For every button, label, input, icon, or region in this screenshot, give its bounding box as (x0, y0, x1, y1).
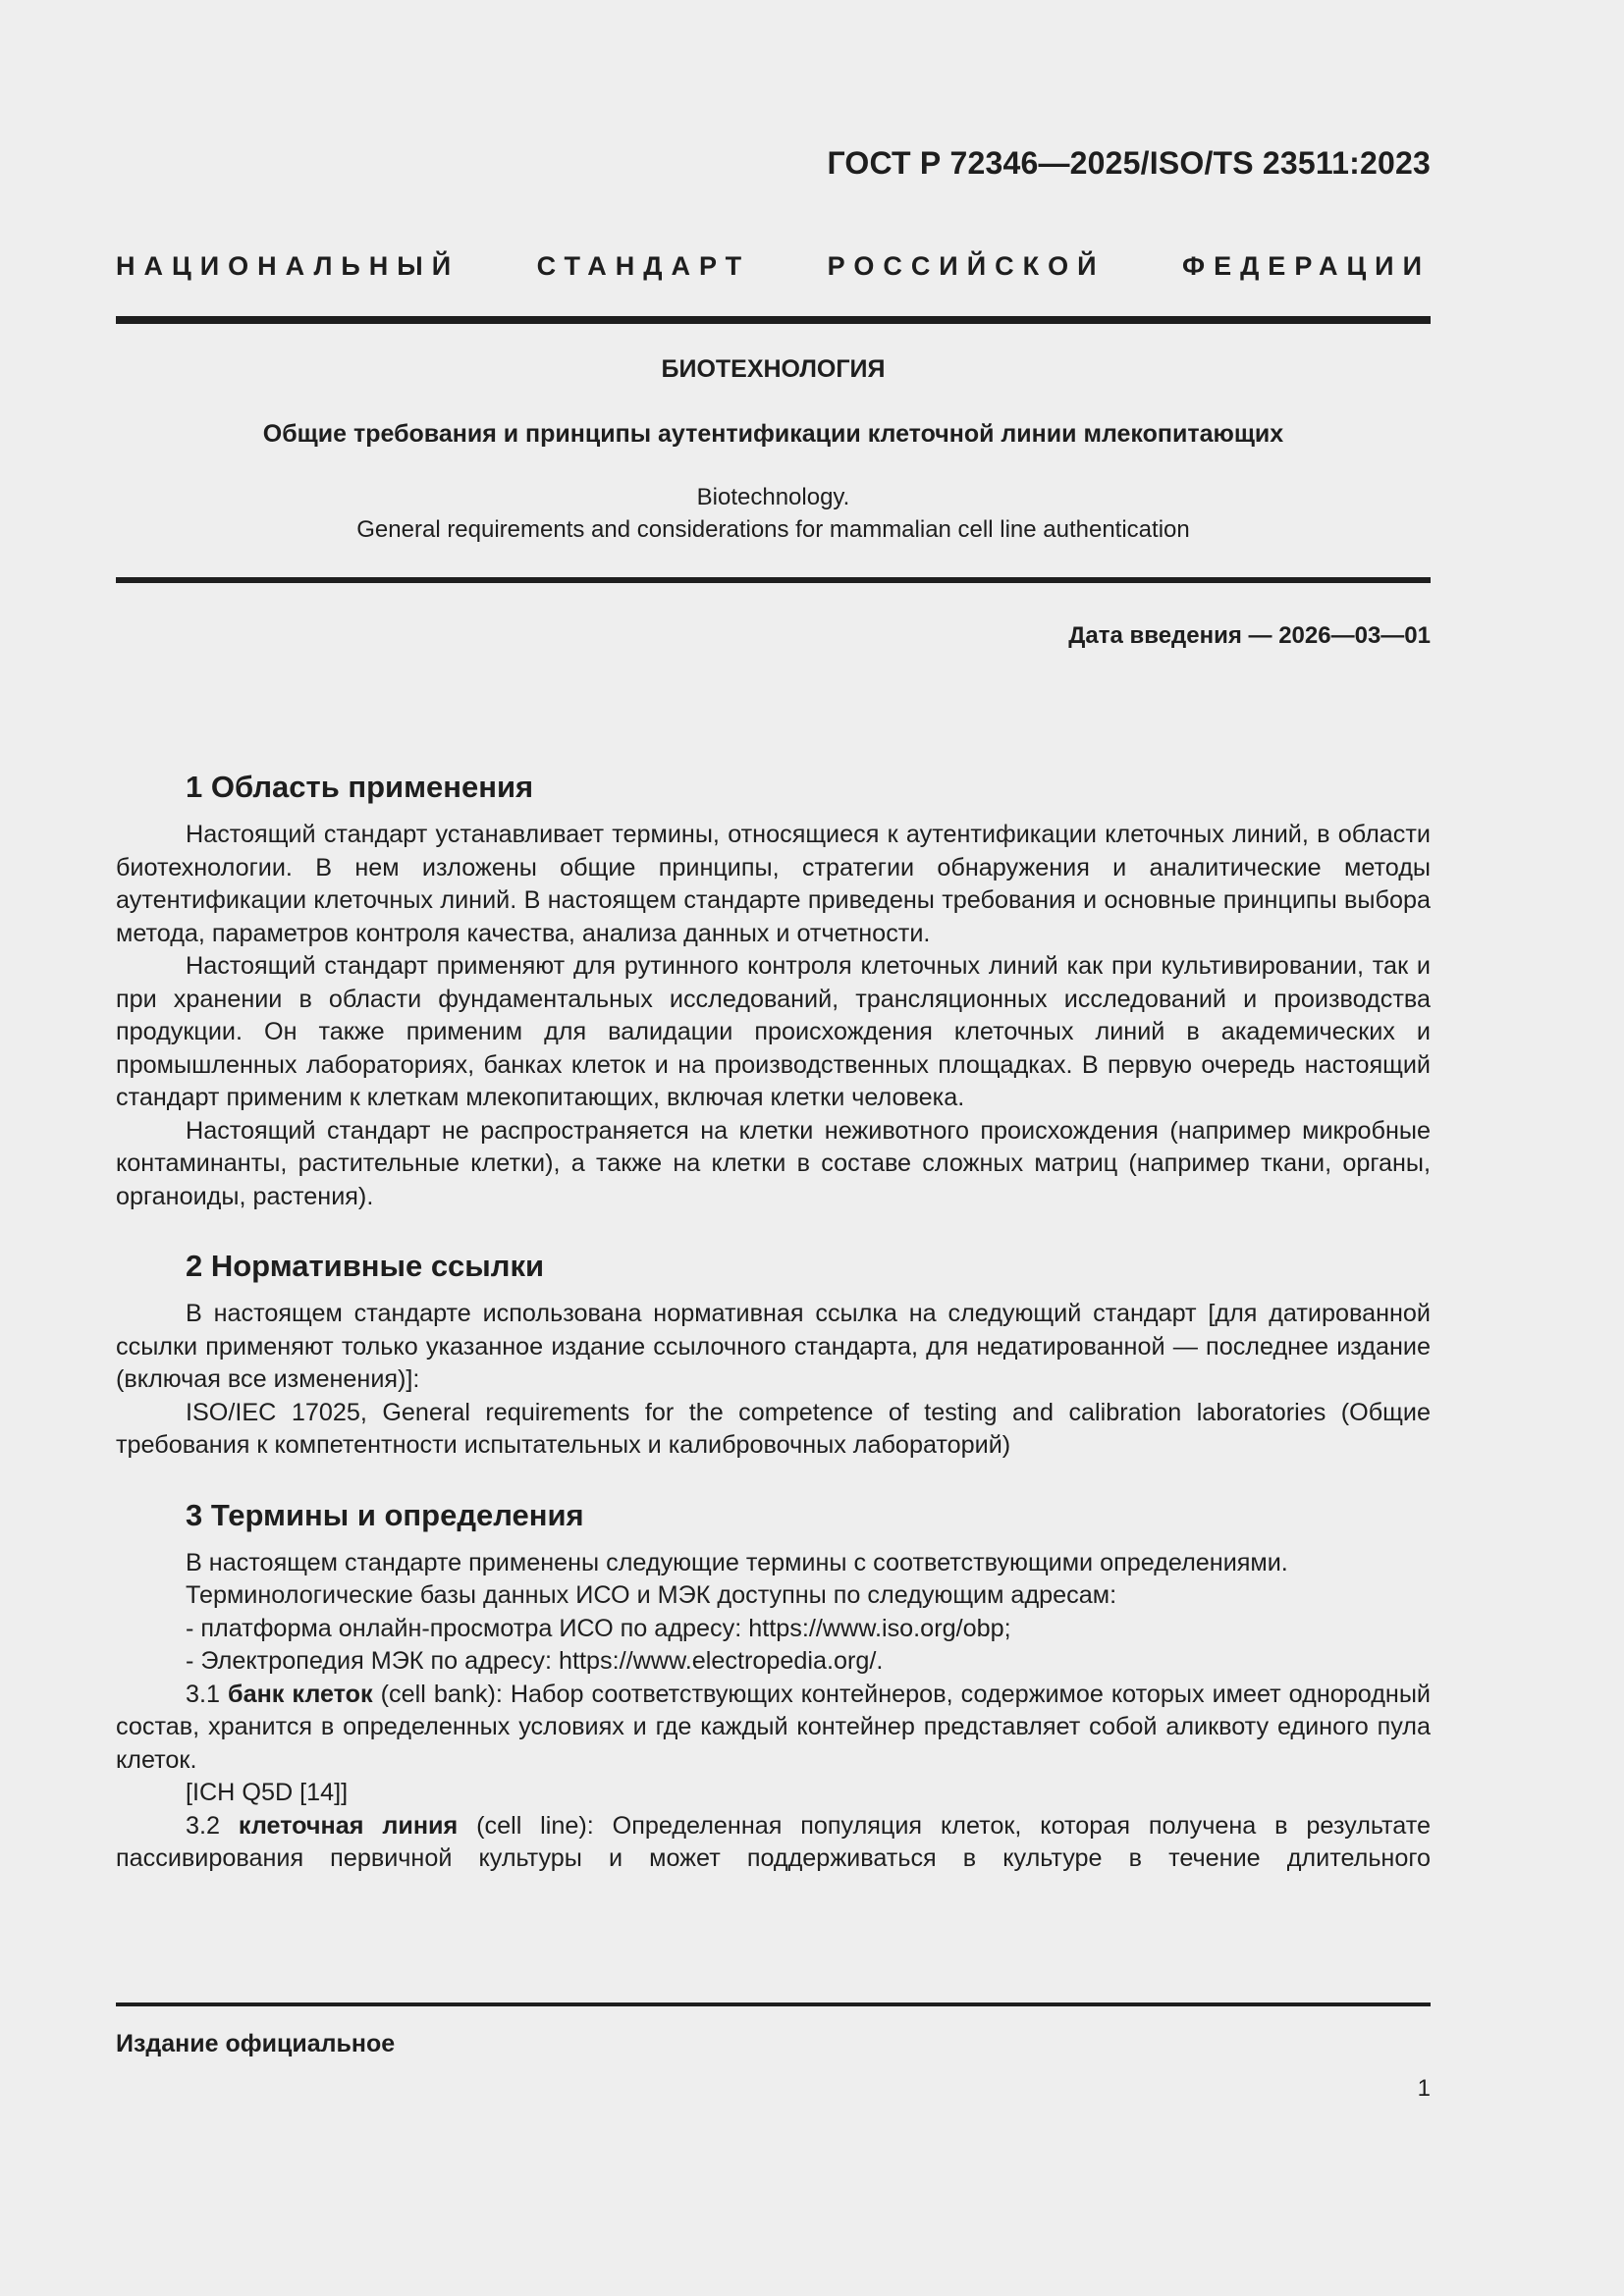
national-standard-banner: НАЦИОНАЛЬНЫЙ СТАНДАРТ РОССИЙСКОЙ ФЕДЕРАЦИИ (116, 251, 1431, 281)
term-definition (116, 1810, 1431, 1876)
term-name: клеточная линия (238, 1811, 459, 1840)
paragraph: В настоящем стандарте применены следующие термины с соответствующими определениями. (186, 1548, 1288, 1576)
paragraph: Настоящий стандарт не распространяется на клетки неживотного происхождения (например микробные контаминанты, растительные клетки), а также на клетки в составе сложных матриц (например ткани, органы, органоиды, растения). (116, 1116, 1431, 1210)
english-title (116, 481, 1431, 546)
term-number: 3.1 (186, 1680, 229, 1708)
term-definition (116, 1679, 1431, 1778)
top-divider (116, 316, 1431, 324)
section-heading-scope: 1 Область применения (186, 770, 534, 804)
english-title-line2: General requirements and considerations for mammalian cell line authentication (356, 516, 1190, 543)
english-title-line1: Biotechnology. (696, 484, 850, 510)
list-item: - платформа онлайн-просмотра ИСО по адресу: https://www.iso.org/obp; (186, 1614, 1011, 1642)
term-name: банк клеток (228, 1680, 373, 1708)
title-divider (116, 577, 1431, 583)
paragraph: В настоящем стандарте использована нормативная ссылка на следующий стандарт [для датированной ссылки применяют только указанное издание ссылочного стандарта, для недатированной — последнее издание (включая все изменения)]: (116, 1300, 1431, 1393)
introduction-date: Дата введения — 2026—03—01 (1068, 622, 1431, 649)
paragraph: Настоящий стандарт устанавливает термины, относящиеся к аутентификации клеточных линий, в области биотехнологии. В нем изложены общие принципы, стратегии обнаружения и аналитические методы аутентификации клеточных линий. В настоящем стандарте приведены требования и основные принципы выбора метода, параметров контроля качества, анализа данных и отчетности. (116, 821, 1431, 947)
term-text: (cell line): Определенная популяция клеток, которая получена в результате пассивирования первичной культуры и может поддерживаться в культуре в течение длительного (116, 1811, 1432, 1872)
paragraph: Настоящий стандарт применяют для рутинного контроля клеточных линий как при культивировании, так и при хранении в области фундаментальных исследований, трансляционных исследований и производства продукции. Он также применим для валидации происхождения клеточных линий в академических и промышленных лабораториях, банках клеток и на производственных площадках. В первую очередь настоящий стандарт применим к клеткам млекопитающих, включая клетки человека. (116, 952, 1431, 1111)
footer-divider (116, 2002, 1431, 2006)
page-number: 1 (1417, 2075, 1431, 2102)
paragraph: Терминологические базы данных ИСО и МЭК доступны по следующим адресам: (186, 1581, 1117, 1609)
section-heading-normative-references: 2 Нормативные ссылки (186, 1249, 545, 1283)
document-subtitle: Общие требования и принципы аутентификации клеточной линии млекопитающих (262, 420, 1284, 448)
list-item: - Электропедия МЭК по адресу: https://www.electropedia.org/. (186, 1647, 884, 1675)
reference-entry: ISO/IEC 17025, General requirements for the competence of testing and calibration laboratories (Общие требования к компетентности испытательных и калибровочных лабораторий) (116, 1398, 1431, 1459)
document-title: БИОТЕХНОЛОГИЯ (661, 355, 886, 383)
document-number: ГОСТ Р 72346—2025/ISO/TS 23511:2023 (827, 145, 1431, 181)
section-heading-terms: 3 Термины и определения (186, 1497, 584, 1532)
document-body (116, 766, 1431, 1876)
term-source: [ICH Q5D [14]] (186, 1779, 349, 1806)
official-edition-label: Издание официальное (116, 2030, 396, 2057)
term-number: 3.2 (186, 1811, 239, 1840)
term-text: (cell bank): Набор соответствующих контейнеров, содержимое которых имеет однородный состав, хранится в определенных условиях и где каждый контейнер представляет собой аликвоту единого пула клеток. (116, 1680, 1431, 1774)
